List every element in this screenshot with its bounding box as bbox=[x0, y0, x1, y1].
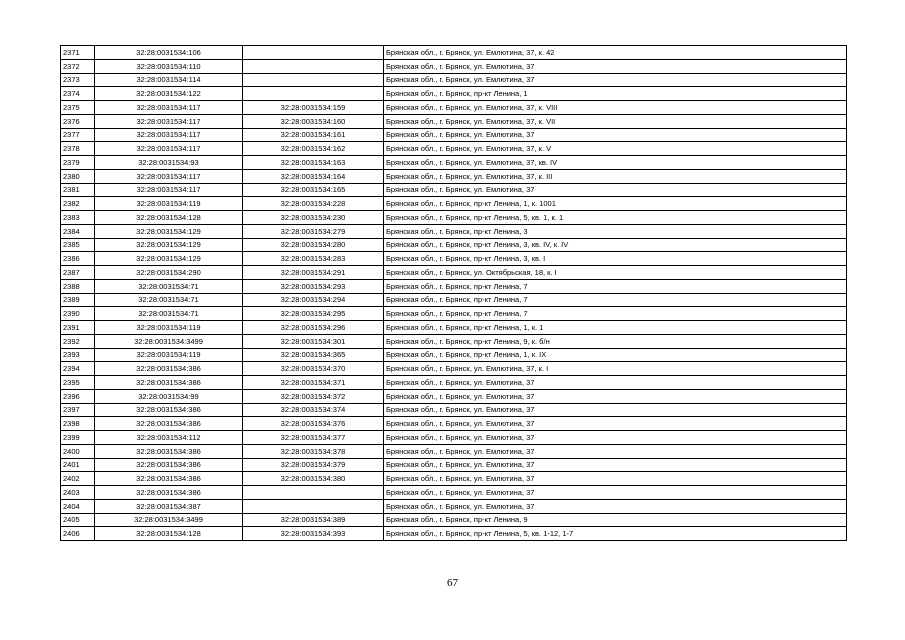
table-row bbox=[61, 87, 847, 101]
address-cell: Брянская обл., г. Брянск, пр-кт Ленина, 3, кв. IV, к. IV bbox=[384, 238, 847, 252]
cadastral-number-cell: 32:28:0031534:117 bbox=[95, 101, 243, 115]
table-row bbox=[61, 197, 847, 211]
cadastral-number-cell: 32:28:0031534:117 bbox=[95, 183, 243, 197]
row-number-cell: 2385 bbox=[61, 238, 95, 252]
linked-cadastral-number-cell: 32:28:0031534:163 bbox=[243, 156, 384, 170]
address-cell: Брянская обл., г. Брянск, ул. Емлютина, 37, к. VIII bbox=[384, 101, 847, 115]
cadastral-number-cell: 32:28:0031534:386 bbox=[95, 376, 243, 390]
row-number-cell: 2393 bbox=[61, 348, 95, 362]
linked-cadastral-number-cell: 32:28:0031534:291 bbox=[243, 266, 384, 280]
row-number-cell: 2383 bbox=[61, 211, 95, 225]
linked-cadastral-number-cell: 32:28:0031534:389 bbox=[243, 513, 384, 527]
table-row bbox=[61, 183, 847, 197]
row-number-cell: 2382 bbox=[61, 197, 95, 211]
cadastral-number-cell: 32:28:0031534:117 bbox=[95, 114, 243, 128]
table-row bbox=[61, 307, 847, 321]
address-cell: Брянская обл., г. Брянск, ул. Емлютина, 37 bbox=[384, 431, 847, 445]
row-number-cell: 2374 bbox=[61, 87, 95, 101]
table-row bbox=[61, 211, 847, 225]
table-row bbox=[61, 224, 847, 238]
linked-cadastral-number-cell: 32:28:0031534:280 bbox=[243, 238, 384, 252]
address-cell: Брянская обл., г. Брянск, ул. Емлютина, 37 bbox=[384, 183, 847, 197]
linked-cadastral-number-cell: 32:28:0031534:295 bbox=[243, 307, 384, 321]
row-number-cell: 2389 bbox=[61, 293, 95, 307]
row-number-cell: 2394 bbox=[61, 362, 95, 376]
address-cell: Брянская обл., г. Брянск, ул. Емлютина, 37 bbox=[384, 403, 847, 417]
cadastral-number-cell: 32:28:0031534:117 bbox=[95, 169, 243, 183]
address-cell: Брянская обл., г. Брянск, ул. Емлютина, 37 bbox=[384, 128, 847, 142]
address-cell: Брянская обл., г. Брянск, пр-кт Ленина, 5, кв. 1, к. 1 bbox=[384, 211, 847, 225]
linked-cadastral-number-cell: 32:28:0031534:162 bbox=[243, 142, 384, 156]
linked-cadastral-number-cell bbox=[243, 46, 384, 60]
row-number-cell: 2391 bbox=[61, 321, 95, 335]
row-number-cell: 2401 bbox=[61, 458, 95, 472]
row-number-cell: 2406 bbox=[61, 527, 95, 541]
table-row bbox=[61, 101, 847, 115]
row-number-cell: 2376 bbox=[61, 114, 95, 128]
cadastral-number-cell: 32:28:0031534:71 bbox=[95, 293, 243, 307]
address-cell: Брянская обл., г. Брянск, пр-кт Ленина, 7 bbox=[384, 307, 847, 321]
linked-cadastral-number-cell: 32:28:0031534:372 bbox=[243, 389, 384, 403]
linked-cadastral-number-cell: 32:28:0031534:374 bbox=[243, 403, 384, 417]
table-row bbox=[61, 513, 847, 527]
address-cell: Брянская обл., г. Брянск, ул. Емлютина, 37, кв. IV bbox=[384, 156, 847, 170]
address-cell: Брянская обл., г. Брянск, ул. Емлютина, 37, к. V bbox=[384, 142, 847, 156]
cadastral-number-cell: 32:28:0031534:386 bbox=[95, 486, 243, 500]
table-row bbox=[61, 348, 847, 362]
table-row bbox=[61, 169, 847, 183]
cadastral-number-cell: 32:28:0031534:386 bbox=[95, 458, 243, 472]
table-row bbox=[61, 46, 847, 60]
table-row bbox=[61, 403, 847, 417]
linked-cadastral-number-cell bbox=[243, 73, 384, 87]
cadastral-number-cell: 32:28:0031534:386 bbox=[95, 403, 243, 417]
address-cell: Брянская обл., г. Брянск, ул. Октябрьская, 18, к. I bbox=[384, 266, 847, 280]
linked-cadastral-number-cell: 32:28:0031534:376 bbox=[243, 417, 384, 431]
linked-cadastral-number-cell: 32:28:0031534:365 bbox=[243, 348, 384, 362]
table-row bbox=[61, 156, 847, 170]
cadastral-number-cell: 32:28:0031534:117 bbox=[95, 128, 243, 142]
row-number-cell: 2388 bbox=[61, 279, 95, 293]
row-number-cell: 2381 bbox=[61, 183, 95, 197]
address-cell: Брянская обл., г. Брянск, ул. Емлютина, 37 bbox=[384, 389, 847, 403]
linked-cadastral-number-cell: 32:28:0031534:279 bbox=[243, 224, 384, 238]
cadastral-number-cell: 32:28:0031534:387 bbox=[95, 499, 243, 513]
address-cell: Брянская обл., г. Брянск, пр-кт Ленина, 1, к. IX bbox=[384, 348, 847, 362]
linked-cadastral-number-cell: 32:28:0031534:164 bbox=[243, 169, 384, 183]
row-number-cell: 2386 bbox=[61, 252, 95, 266]
address-cell: Брянская обл., г. Брянск, ул. Емлютина, 37 bbox=[384, 59, 847, 73]
address-cell: Брянская обл., г. Брянск, ул. Емлютина, 37 bbox=[384, 73, 847, 87]
table-row bbox=[61, 444, 847, 458]
linked-cadastral-number-cell: 32:28:0031534:301 bbox=[243, 334, 384, 348]
cadastral-number-cell: 32:28:0031534:71 bbox=[95, 279, 243, 293]
linked-cadastral-number-cell: 32:28:0031534:377 bbox=[243, 431, 384, 445]
address-cell: Брянская обл., г. Брянск, ул. Емлютина, 37, к. I bbox=[384, 362, 847, 376]
linked-cadastral-number-cell: 32:28:0031534:161 bbox=[243, 128, 384, 142]
linked-cadastral-number-cell: 32:28:0031534:296 bbox=[243, 321, 384, 335]
cadastral-number-cell: 32:28:0031534:128 bbox=[95, 211, 243, 225]
linked-cadastral-number-cell: 32:28:0031534:165 bbox=[243, 183, 384, 197]
row-number-cell: 2397 bbox=[61, 403, 95, 417]
cadastral-number-cell: 32:28:0031534:129 bbox=[95, 252, 243, 266]
linked-cadastral-number-cell: 32:28:0031534:393 bbox=[243, 527, 384, 541]
cadastral-number-cell: 32:28:0031534:129 bbox=[95, 238, 243, 252]
table-row bbox=[61, 417, 847, 431]
address-cell: Брянская обл., г. Брянск, ул. Емлютина, 37, к. 42 bbox=[384, 46, 847, 60]
row-number-cell: 2400 bbox=[61, 444, 95, 458]
address-cell: Брянская обл., г. Брянск, пр-кт Ленина, 5, кв. 1-12, 1-7 bbox=[384, 527, 847, 541]
address-cell: Брянская обл., г. Брянск, ул. Емлютина, 37 bbox=[384, 417, 847, 431]
address-cell: Брянская обл., г. Брянск, ул. Емлютина, 37 bbox=[384, 486, 847, 500]
cadastral-number-cell: 32:28:0031534:3499 bbox=[95, 513, 243, 527]
table-row bbox=[61, 389, 847, 403]
address-cell: Брянская обл., г. Брянск, пр-кт Ленина, 1 bbox=[384, 87, 847, 101]
table-row bbox=[61, 266, 847, 280]
cadastral-number-cell: 32:28:0031534:119 bbox=[95, 348, 243, 362]
linked-cadastral-number-cell: 32:28:0031534:370 bbox=[243, 362, 384, 376]
linked-cadastral-number-cell bbox=[243, 499, 384, 513]
cadastral-number-cell: 32:28:0031534:106 bbox=[95, 46, 243, 60]
table-row bbox=[61, 114, 847, 128]
address-cell: Брянская обл., г. Брянск, пр-кт Ленина, 3, кв. I bbox=[384, 252, 847, 266]
cadastral-number-cell: 32:28:0031534:122 bbox=[95, 87, 243, 101]
cadastral-number-cell: 32:28:0031534:386 bbox=[95, 444, 243, 458]
linked-cadastral-number-cell: 32:28:0031534:294 bbox=[243, 293, 384, 307]
table-row bbox=[61, 128, 847, 142]
cadastral-number-cell: 32:28:0031534:114 bbox=[95, 73, 243, 87]
address-cell: Брянская обл., г. Брянск, ул. Емлютина, 37 bbox=[384, 376, 847, 390]
registry-table-body bbox=[61, 46, 847, 541]
row-number-cell: 2399 bbox=[61, 431, 95, 445]
cadastral-number-cell: 32:28:0031534:386 bbox=[95, 362, 243, 376]
address-cell: Брянская обл., г. Брянск, пр-кт Ленина, 3 bbox=[384, 224, 847, 238]
cadastral-number-cell: 32:28:0031534:3499 bbox=[95, 334, 243, 348]
row-number-cell: 2395 bbox=[61, 376, 95, 390]
linked-cadastral-number-cell: 32:28:0031534:160 bbox=[243, 114, 384, 128]
row-number-cell: 2404 bbox=[61, 499, 95, 513]
table-row bbox=[61, 527, 847, 541]
table-row bbox=[61, 486, 847, 500]
row-number-cell: 2378 bbox=[61, 142, 95, 156]
row-number-cell: 2371 bbox=[61, 46, 95, 60]
table-row bbox=[61, 252, 847, 266]
table-row bbox=[61, 73, 847, 87]
table-row bbox=[61, 334, 847, 348]
cadastral-number-cell: 32:28:0031534:290 bbox=[95, 266, 243, 280]
row-number-cell: 2392 bbox=[61, 334, 95, 348]
table-row bbox=[61, 59, 847, 73]
address-cell: Брянская обл., г. Брянск, пр-кт Ленина, 7 bbox=[384, 293, 847, 307]
row-number-cell: 2380 bbox=[61, 169, 95, 183]
cadastral-number-cell: 32:28:0031534:128 bbox=[95, 527, 243, 541]
row-number-cell: 2387 bbox=[61, 266, 95, 280]
table-row bbox=[61, 376, 847, 390]
address-cell: Брянская обл., г. Брянск, ул. Емлютина, 37 bbox=[384, 444, 847, 458]
row-number-cell: 2372 bbox=[61, 59, 95, 73]
table-row bbox=[61, 458, 847, 472]
table-row bbox=[61, 321, 847, 335]
table-row bbox=[61, 238, 847, 252]
table-row bbox=[61, 431, 847, 445]
address-cell: Брянская обл., г. Брянск, ул. Емлютина, 37 bbox=[384, 458, 847, 472]
address-cell: Брянская обл., г. Брянск, пр-кт Ленина, 1, к. 1 bbox=[384, 321, 847, 335]
row-number-cell: 2398 bbox=[61, 417, 95, 431]
linked-cadastral-number-cell: 32:28:0031534:380 bbox=[243, 472, 384, 486]
linked-cadastral-number-cell: 32:28:0031534:230 bbox=[243, 211, 384, 225]
table-row bbox=[61, 499, 847, 513]
registry-table bbox=[60, 45, 847, 541]
row-number-cell: 2405 bbox=[61, 513, 95, 527]
address-cell: Брянская обл., г. Брянск, ул. Емлютина, 37 bbox=[384, 499, 847, 513]
address-cell: Брянская обл., г. Брянск, ул. Емлютина, 37 bbox=[384, 472, 847, 486]
row-number-cell: 2390 bbox=[61, 307, 95, 321]
cadastral-number-cell: 32:28:0031534:119 bbox=[95, 197, 243, 211]
address-cell: Брянская обл., г. Брянск, пр-кт Ленина, 9, к. б/н bbox=[384, 334, 847, 348]
address-cell: Брянская обл., г. Брянск, пр-кт Ленина, 9 bbox=[384, 513, 847, 527]
address-cell: Брянская обл., г. Брянск, ул. Емлютина, 37, к. VII bbox=[384, 114, 847, 128]
linked-cadastral-number-cell: 32:28:0031534:371 bbox=[243, 376, 384, 390]
cadastral-number-cell: 32:28:0031534:129 bbox=[95, 224, 243, 238]
page-number: 67 bbox=[447, 577, 458, 589]
row-number-cell: 2396 bbox=[61, 389, 95, 403]
address-cell: Брянская обл., г. Брянск, пр-кт Ленина, 1, к. 1001 bbox=[384, 197, 847, 211]
table-row bbox=[61, 142, 847, 156]
cadastral-number-cell: 32:28:0031534:99 bbox=[95, 389, 243, 403]
row-number-cell: 2402 bbox=[61, 472, 95, 486]
row-number-cell: 2403 bbox=[61, 486, 95, 500]
linked-cadastral-number-cell bbox=[243, 59, 384, 73]
cadastral-number-cell: 32:28:0031534:119 bbox=[95, 321, 243, 335]
cadastral-number-cell: 32:28:0031534:386 bbox=[95, 417, 243, 431]
table-row bbox=[61, 279, 847, 293]
linked-cadastral-number-cell bbox=[243, 486, 384, 500]
linked-cadastral-number-cell: 32:28:0031534:293 bbox=[243, 279, 384, 293]
row-number-cell: 2375 bbox=[61, 101, 95, 115]
table-row bbox=[61, 293, 847, 307]
cadastral-number-cell: 32:28:0031534:117 bbox=[95, 142, 243, 156]
linked-cadastral-number-cell: 32:28:0031534:283 bbox=[243, 252, 384, 266]
linked-cadastral-number-cell: 32:28:0031534:228 bbox=[243, 197, 384, 211]
row-number-cell: 2373 bbox=[61, 73, 95, 87]
linked-cadastral-number-cell: 32:28:0031534:379 bbox=[243, 458, 384, 472]
row-number-cell: 2377 bbox=[61, 128, 95, 142]
table-row bbox=[61, 362, 847, 376]
linked-cadastral-number-cell bbox=[243, 87, 384, 101]
row-number-cell: 2379 bbox=[61, 156, 95, 170]
cadastral-number-cell: 32:28:0031534:386 bbox=[95, 472, 243, 486]
cadastral-number-cell: 32:28:0031534:110 bbox=[95, 59, 243, 73]
cadastral-number-cell: 32:28:0031534:71 bbox=[95, 307, 243, 321]
address-cell: Брянская обл., г. Брянск, пр-кт Ленина, 7 bbox=[384, 279, 847, 293]
row-number-cell: 2384 bbox=[61, 224, 95, 238]
linked-cadastral-number-cell: 32:28:0031534:378 bbox=[243, 444, 384, 458]
cadastral-number-cell: 32:28:0031534:112 bbox=[95, 431, 243, 445]
linked-cadastral-number-cell: 32:28:0031534:159 bbox=[243, 101, 384, 115]
cadastral-number-cell: 32:28:0031534:93 bbox=[95, 156, 243, 170]
table-row bbox=[61, 472, 847, 486]
address-cell: Брянская обл., г. Брянск, ул. Емлютина, 37, к. III bbox=[384, 169, 847, 183]
